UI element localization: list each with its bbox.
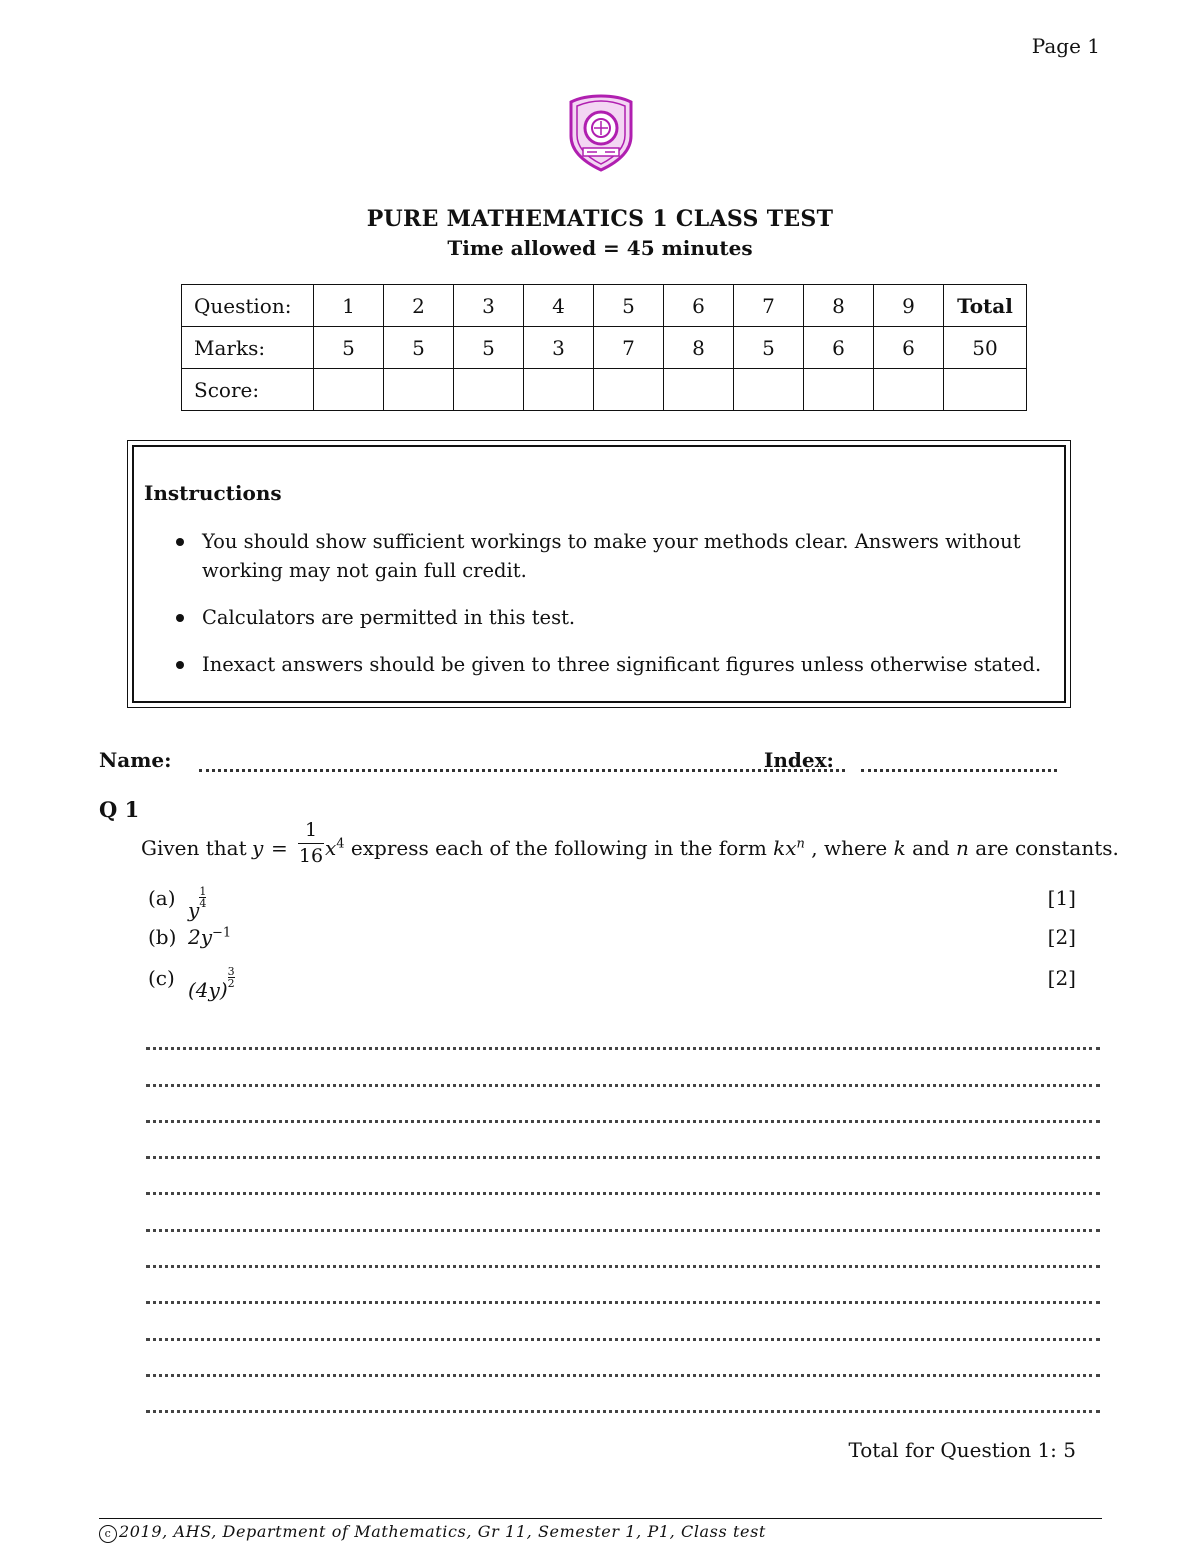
part-label: (b) (148, 925, 177, 949)
bullet-icon (176, 661, 184, 669)
score-cell (524, 369, 594, 411)
instruction-text: You should show sufficient workings to make your methods clear. Answers without working may not gain full credit. (202, 530, 1021, 582)
question-number: 7 (734, 285, 804, 327)
copyright-icon: c (99, 1525, 117, 1543)
answer-line[interactable] (146, 1232, 1100, 1268)
page-number: Page 1 (1031, 34, 1100, 58)
answer-line[interactable] (146, 1195, 1100, 1231)
score-cell (734, 369, 804, 411)
part-fraction-exponent (199, 886, 206, 909)
marks-value: 6 (874, 327, 944, 369)
exam-title: PURE MATHEMATICS 1 CLASS TEST (366, 206, 834, 232)
stem-variable-y: y (252, 836, 264, 860)
bullet-icon (176, 538, 184, 546)
part-expression (188, 925, 231, 949)
answer-line[interactable] (146, 1341, 1100, 1377)
part-marks: [2] (1047, 925, 1076, 949)
question-number: 2 (384, 285, 454, 327)
answer-area[interactable] (146, 1014, 1100, 1413)
form-n: n (796, 836, 805, 852)
marks-row (182, 327, 1027, 369)
score-cell (874, 369, 944, 411)
part-expression (188, 886, 206, 922)
name-label: Name: (99, 748, 172, 772)
part-base: y (188, 898, 200, 922)
stem-prefix: Given that (141, 836, 247, 860)
question-row (182, 285, 1027, 327)
var-k: k (893, 836, 906, 860)
question-stem (141, 818, 1121, 874)
fraction-numerator: 1 (298, 818, 324, 844)
part-label: (c) (148, 966, 175, 990)
stem-equals: = (271, 836, 288, 860)
instructions-box (127, 440, 1071, 708)
marks-value: 5 (384, 327, 454, 369)
score-cell (594, 369, 664, 411)
score-cell (804, 369, 874, 411)
exponent-denominator: 4 (199, 897, 207, 910)
footer (99, 1522, 766, 1543)
marks-value: 5 (734, 327, 804, 369)
footer-divider (99, 1518, 1102, 1519)
student-details-row (99, 748, 1099, 778)
answer-line[interactable] (146, 1087, 1100, 1123)
form-x: x (785, 836, 797, 860)
instruction-item (168, 603, 1048, 632)
question-number: 3 (454, 285, 524, 327)
exponent-denominator: 2 (227, 977, 235, 990)
marks-value: 6 (804, 327, 874, 369)
score-total-cell (944, 369, 1027, 411)
answer-line[interactable] (146, 1123, 1100, 1159)
stem-comma: , where (804, 836, 894, 860)
total-header: Total (944, 285, 1027, 327)
score-cell (664, 369, 734, 411)
footer-text: 2019, AHS, Department of Mathematics, Gr 11, Semester 1, P1, Class test (119, 1522, 766, 1541)
marks-value: 5 (454, 327, 524, 369)
stem-end: are constants. (968, 836, 1119, 860)
row-label-marks: Marks: (182, 327, 314, 369)
answer-line[interactable] (146, 1050, 1100, 1086)
row-label-question: Question: (182, 285, 314, 327)
score-row (182, 369, 1027, 411)
exponent-numerator: 1 (199, 885, 207, 898)
answer-line[interactable] (146, 1377, 1100, 1413)
instruction-item (168, 527, 1048, 585)
score-cell (314, 369, 384, 411)
answer-line[interactable] (146, 1159, 1100, 1195)
question-number: 9 (874, 285, 944, 327)
part-expression (188, 966, 235, 1002)
marks-value: 8 (664, 327, 734, 369)
question-number: 8 (804, 285, 874, 327)
part-base: (4y) (188, 978, 228, 1002)
var-n: n (956, 836, 969, 860)
stem-fraction (298, 818, 324, 869)
question-number: 4 (524, 285, 594, 327)
score-cell (384, 369, 454, 411)
marks-value: 5 (314, 327, 384, 369)
stem-and: and (905, 836, 957, 860)
instruction-text: Calculators are permitted in this test. (202, 606, 576, 629)
part-fraction-exponent (228, 966, 235, 989)
marks-value: 7 (594, 327, 664, 369)
part-marks: [2] (1047, 966, 1076, 990)
exponent-numerator: 3 (227, 965, 235, 978)
part-exponent: −1 (212, 925, 232, 941)
part-base: 2y (188, 925, 213, 949)
instructions-list (168, 527, 1048, 697)
form-k: k (773, 836, 786, 860)
marks-table (181, 284, 1027, 411)
index-label: Index: (764, 748, 834, 772)
part-label: (a) (148, 886, 176, 910)
stem-power-term (325, 836, 1119, 860)
score-cell (454, 369, 524, 411)
time-allowed: Time allowed = 45 minutes (447, 236, 753, 260)
row-label-score: Score: (182, 369, 314, 411)
instruction-text: Inexact answers should be given to three significant figures unless otherwise stated. (202, 653, 1042, 676)
question-number: 5 (594, 285, 664, 327)
question-label: Q 1 (99, 797, 140, 822)
marks-value: 3 (524, 327, 594, 369)
total-marks: 50 (944, 327, 1027, 369)
answer-line[interactable] (146, 1268, 1100, 1304)
question-number: 6 (664, 285, 734, 327)
school-crest-logo (563, 92, 639, 174)
name-field[interactable] (199, 769, 845, 772)
question-total: Total for Question 1: 5 (848, 1438, 1076, 1462)
instructions-inner-frame (132, 445, 1066, 703)
question-number: 1 (314, 285, 384, 327)
stem-exponent: 4 (336, 836, 345, 852)
fraction-denominator: 16 (298, 845, 324, 867)
question-part-b (148, 925, 1076, 955)
instructions-heading: Instructions (144, 481, 282, 505)
exam-title-block (0, 206, 1200, 260)
stem-variable-x: x (325, 836, 337, 860)
index-field[interactable] (861, 769, 1057, 772)
part-marks: [1] (1047, 886, 1076, 910)
answer-line[interactable] (146, 1014, 1100, 1050)
question-part-c (148, 965, 1076, 1002)
stem-middle: express each of the following in the form (344, 836, 774, 860)
bullet-icon (176, 614, 184, 622)
answer-line[interactable] (146, 1304, 1100, 1340)
question-part-a (148, 885, 1076, 922)
instruction-item (168, 650, 1048, 679)
